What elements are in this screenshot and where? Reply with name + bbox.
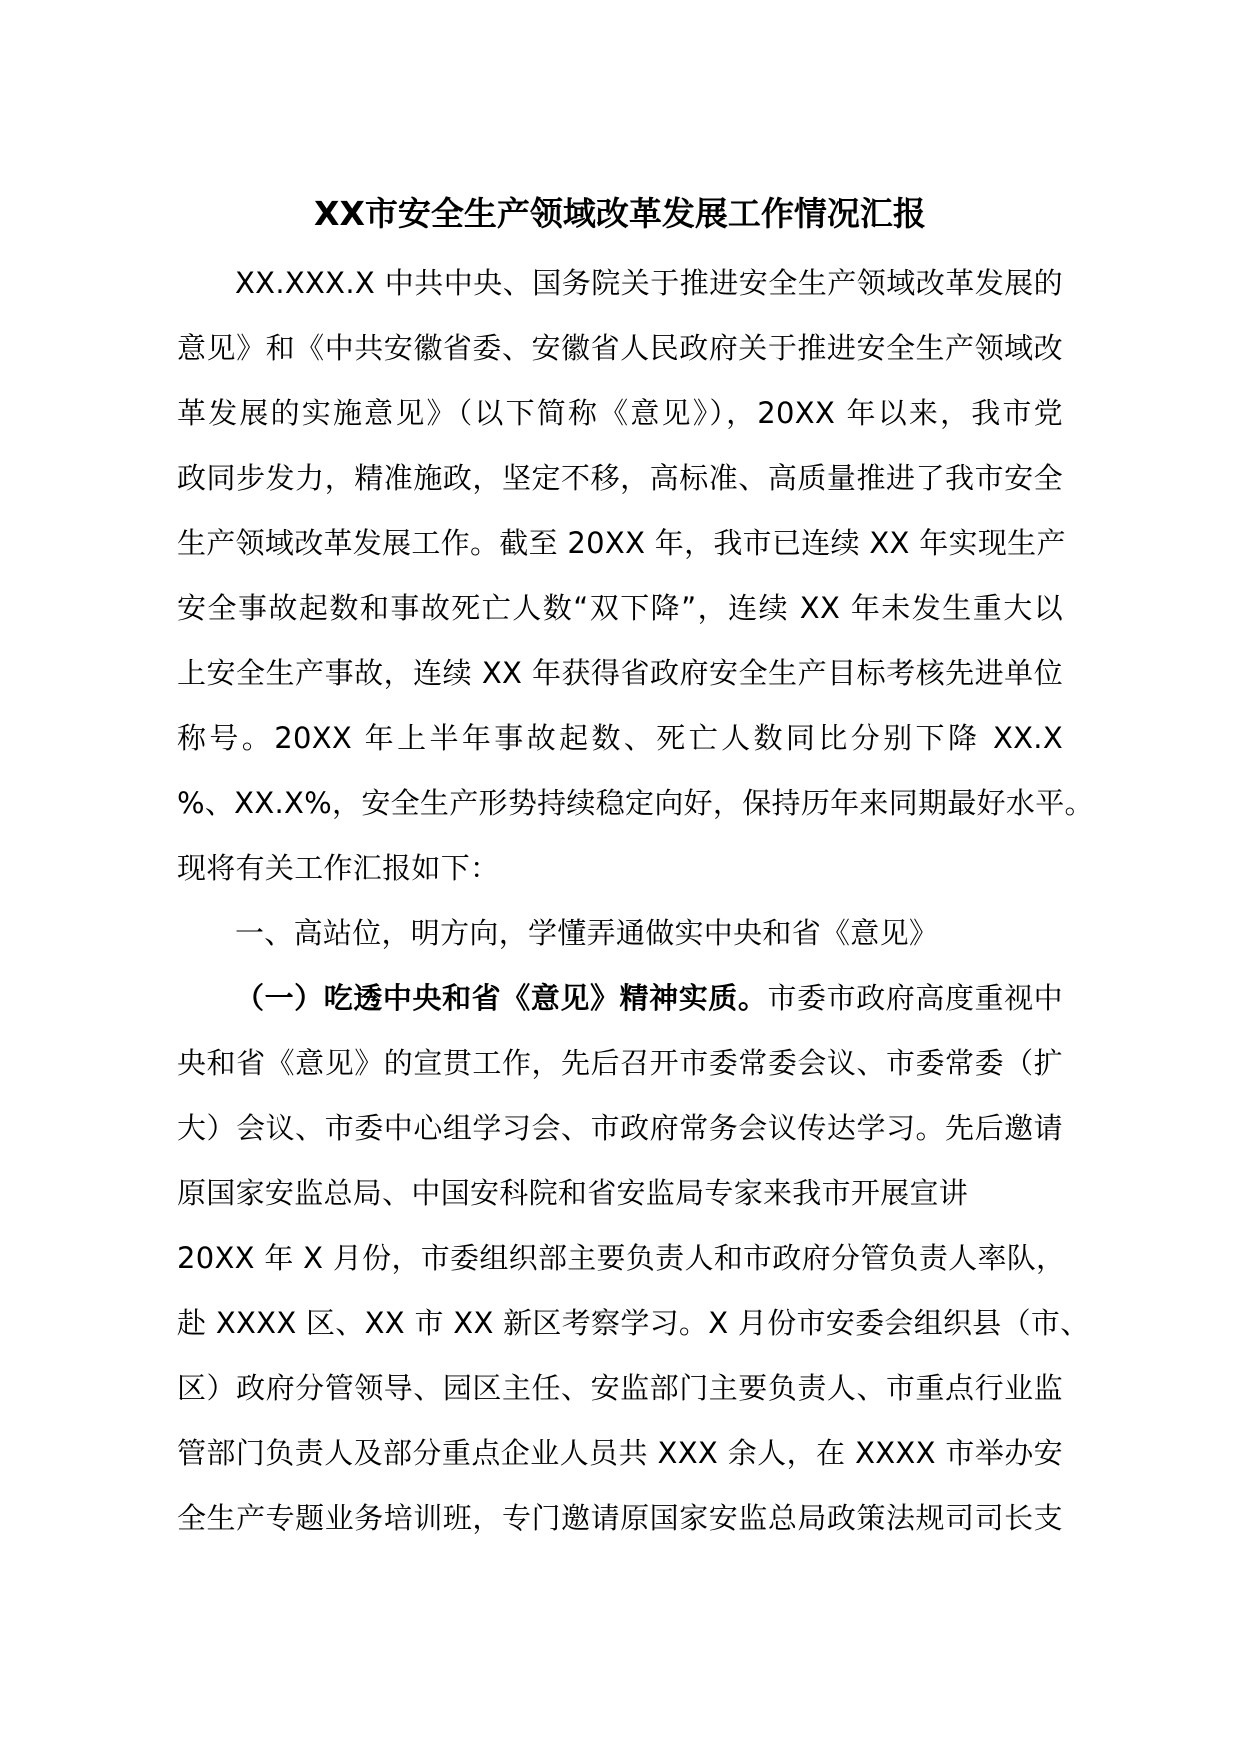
paragraph-line: 全生产专题业务培训班，专门邀请原国家安监总局政策法规司司长支 xyxy=(177,1501,1063,1535)
paragraph-line: 大）会议、市委中心组学习会、市政府常务会议传达学习。先后邀请 xyxy=(177,1111,1063,1145)
paragraph-line: 原国家安监总局、中国安科院和省安监局专家来我市开展宣讲 xyxy=(177,1176,969,1210)
document-body xyxy=(177,253,1094,1553)
subsection-heading: （一）吃透中央和省《意见》精神实质。 xyxy=(235,981,768,1015)
paragraph-line: 赴 XXXX 区、XX 市 XX 新区考察学习。X 月份市安委会组织县（市、 xyxy=(177,1306,1090,1340)
paragraph-line: 现将有关工作汇报如下： xyxy=(177,851,500,885)
paragraph-line: XX.XXX.X 中共中央、国务院关于推进安全生产领域改革发展的 xyxy=(235,266,1063,300)
paragraph-line: 央和省《意见》的宣贯工作，先后召开市委常委会议、市委常委（扩 xyxy=(177,1046,1063,1080)
section-heading: 一、高站位，明方向，学懂弄通做实中央和省《意见》 xyxy=(235,916,939,950)
paragraph-line: 区）政府分管领导、园区主任、安监部门主要负责人、市重点行业监 xyxy=(177,1371,1063,1405)
paragraph-line: 20XX 年 X 月份，市委组织部主要负责人和市政府分管负责人率队， xyxy=(177,1241,1066,1275)
document-title: XX市安全生产领域改革发展工作情况汇报 xyxy=(314,194,926,233)
paragraph-line: 意见》和《中共安徽省委、安徽省人民政府关于推进安全生产领域改 xyxy=(177,331,1063,365)
subsection-first-line-text: 市委市政府高度重视中 xyxy=(767,981,1063,1015)
paragraph-line: 生产领域改革发展工作。截至 20XX 年，我市已连续 XX 年实现生产 xyxy=(177,526,1066,560)
paragraph-line: 上安全生产事故，连续 XX 年获得省政府安全生产目标考核先进单位 xyxy=(177,656,1063,690)
subsection-first-line xyxy=(177,968,1063,1033)
paragraph-line: 管部门负责人及部分重点企业人员共 XXX 余人，在 XXXX 市举办安 xyxy=(177,1436,1063,1470)
paragraph-line: 政同步发力，精准施政，坚定不移，高标准、高质量推进了我市安全 xyxy=(177,461,1063,495)
paragraph-line: 称号。20XX 年上半年事故起数、死亡人数同比分别下降 XX.X xyxy=(177,721,1063,755)
paragraph-line: 安全事故起数和事故死亡人数“双下降”，连续 XX 年未发生重大以 xyxy=(177,591,1063,625)
paragraph-line: 革发展的实施意见》（以下简称《意见》），20XX 年以来，我市党 xyxy=(177,396,1063,430)
paragraph-line: %、XX.X%，安全生产形势持续稳定向好，保持历年来同期最好水平。 xyxy=(177,786,1094,820)
